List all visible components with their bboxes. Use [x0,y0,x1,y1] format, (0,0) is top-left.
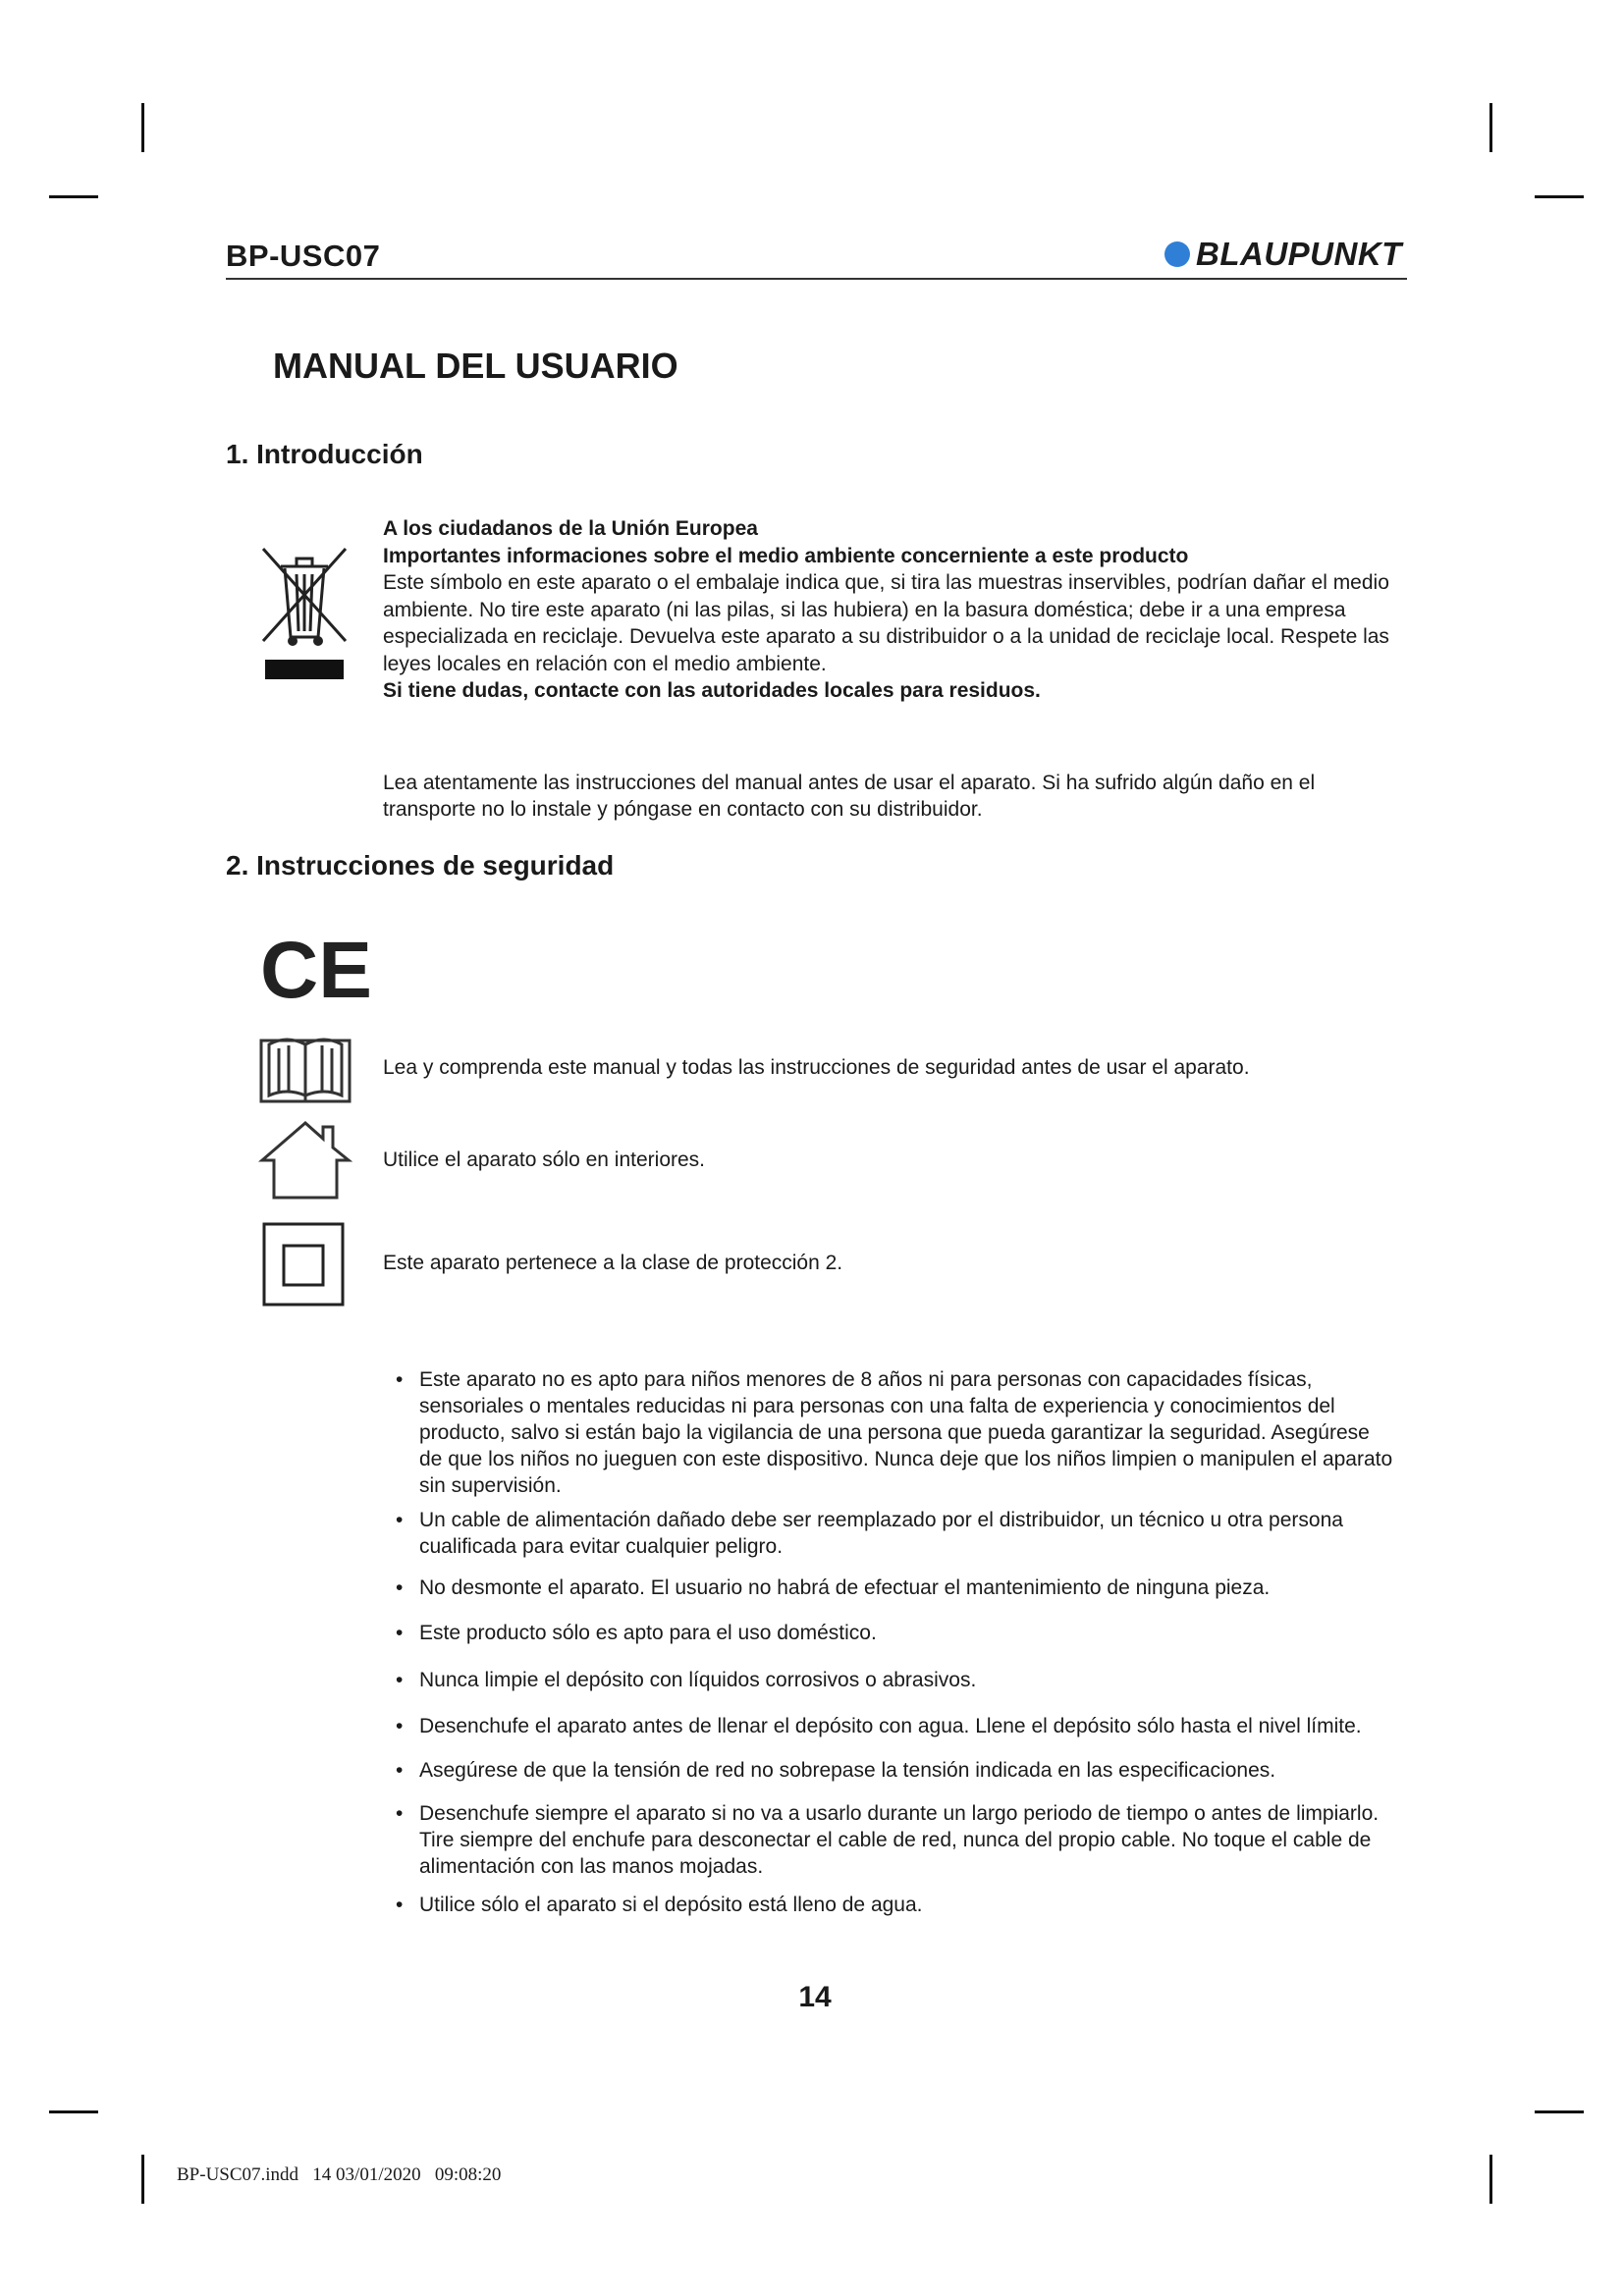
eu-citizens-line: A los ciudadanos de la Unión Europea [383,517,758,540]
brand-name: BLAUPUNKT [1196,236,1402,272]
crop-mark-left-bottom [49,2110,98,2113]
brand-logo [1164,236,1402,273]
indoor-use-text: Utilice el aparato sólo en interiores. [383,1148,706,1171]
protection-class-text: Este aparato pertenece a la clase de protección 2. [383,1252,843,1274]
list-item: • Asegúrese de que la tensión de red no sobrepase la tensión indicada en las especificaciones. [393,1757,1394,1784]
crop-mark-right-top [1535,195,1584,198]
list-item: • Un cable de alimentación dañado debe ser reemplazado por el distribuidor, un técnico u otra persona cualificada para evitar cualquier peligro. [393,1507,1394,1560]
page-number: 14 [798,1981,832,2013]
crop-mark-right-bottom [1535,2110,1584,2113]
header-divider [226,278,1407,280]
list-item: • Este aparato no es apto para niños menores de 8 años ni para personas con capacidades físicas, sensoriales o mentales reducidas ni para personas con una falta de experiencia y conocimientos del producto, salvo si están bajo la vigilancia de una persona que pueda garantizar la seguridad. Asegúrese de que los niños no jueguen con este dispositivo. Nunca deje que los niños limpien o manipulen el aparato sin supervisión. [393,1366,1394,1499]
ce-mark-text: CE [260,926,372,1015]
section-heading-safety: 2. Instrucciones de seguridad [226,850,615,881]
brand-dot-icon [1164,241,1190,267]
safety-bullet-list [393,1366,1394,1918]
crop-mark-left-top [49,195,98,198]
print-slug: BP-USC07.indd 14 03/01/2020 09:08:20 [177,2164,502,2185]
crop-mark-top-left [141,103,144,152]
ce-mark-icon [260,926,372,1015]
list-item: • Utilice sólo el aparato si el depósito está lleno de agua. [393,1892,1394,1918]
manual-book-icon [259,1031,352,1108]
environment-closing: Si tiene dudas, contacte con las autoridades locales para residuos. [383,679,1041,702]
weee-bin-icon [257,545,352,687]
list-item: • Desenchufe el aparato antes de llenar el depósito con agua. Llene el depósito sólo hasta el nivel límite. [393,1713,1394,1739]
list-item: • Desenchufe siempre el aparato si no va a usarlo durante un largo periodo de tiempo o antes de limpiarlo. Tire siempre del enchufe para desconectar el cable de red, nunca del propio cable. No toque el cable de alimentación con las manos mojadas. [393,1800,1394,1880]
page-title: MANUAL DEL USUARIO [273,346,678,386]
manual-instruction-text: Lea y comprenda este manual y todas las instrucciones de seguridad antes de usar el aparato. [383,1056,1250,1079]
crop-mark-bottom-right [1489,2155,1492,2204]
environment-info-line: Importantes informaciones sobre el medio ambiente concerniente a este producto [383,544,1189,567]
section-heading-introduction: 1. Introducción [226,439,423,469]
model-code: BP-USC07 [226,239,381,273]
crop-mark-bottom-left [141,2155,144,2204]
list-item: • Nunca limpie el depósito con líquidos corrosivos o abrasivos. [393,1667,1394,1693]
eu-environment-notice [383,515,1404,705]
environment-body: Este símbolo en este aparato o el embalaje indica que, si tira las muestras inservibles, podrían dañar el medio ambiente. No tire este aparato (ni las pilas, si las hubiera) en la basura doméstica; debe ir a una empresa especializada en reciclaje. Devuelva este aparato a su distribuidor o a la unidad de reciclaje local. Respete las leyes locales en relación con el medio ambiente. [383,571,1389,675]
house-indoor-icon [258,1119,352,1206]
read-manual-note: Lea atentamente las instrucciones del manual antes de usar el aparato. Si ha sufrido algún daño en el transporte no lo instale y póngase en contacto con su distribuidor. [383,772,1316,821]
list-item: • Este producto sólo es apto para el uso doméstico. [393,1620,1394,1646]
crop-mark-top-right [1489,103,1492,152]
protection-class-2-icon [262,1222,345,1311]
list-item: • No desmonte el aparato. El usuario no habrá de efectuar el mantenimiento de ninguna pieza. [393,1575,1394,1601]
